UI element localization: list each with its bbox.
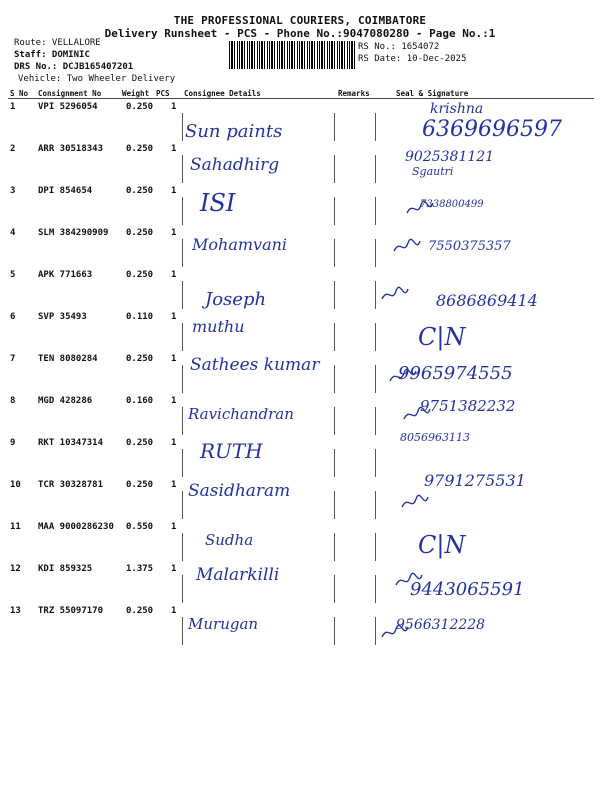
row-weight: 0.250: [126, 228, 154, 238]
table-row: [0, 471, 600, 519]
column-divider: [182, 239, 183, 267]
column-divider: [334, 449, 335, 477]
column-divider: [375, 197, 376, 225]
col-seal: Seal & Signature: [396, 89, 469, 98]
row-pcs: 1: [171, 564, 177, 574]
consignee-handwriting: muthu: [192, 317, 245, 336]
row-sno: 1: [10, 102, 16, 112]
row-sno: 4: [10, 228, 16, 238]
row-pcs: 1: [171, 186, 177, 196]
row-pcs: 1: [171, 438, 177, 448]
col-consignment: Consignment No: [38, 89, 102, 98]
row-consignment: TRZ 55097170: [38, 606, 104, 616]
signature-mark: [392, 237, 422, 257]
row-sno: 3: [10, 186, 16, 196]
row-sno: 10: [10, 480, 21, 490]
drs-number: DRS No.: DCJB165407201: [14, 62, 134, 72]
col-pcs: PCS: [156, 89, 170, 98]
row-sno: 6: [10, 312, 16, 322]
row-weight: 0.550: [126, 522, 154, 532]
row-weight: 0.160: [126, 396, 154, 406]
row-consignment: DPI 854654: [38, 186, 93, 196]
column-divider: [334, 575, 335, 603]
row-pcs: 1: [171, 396, 177, 406]
column-divider: [334, 323, 335, 351]
signature-scribble: [392, 237, 422, 261]
table-row: [0, 351, 600, 393]
phone-handwriting: 9791275531: [424, 471, 526, 490]
row-consignment: KDI 859325: [38, 564, 93, 574]
row-weight: 0.250: [126, 606, 154, 616]
consignee-handwriting: Sudha: [205, 531, 254, 549]
vehicle-label: Vehicle: Two Wheeler Delivery: [18, 74, 176, 84]
column-divider: [182, 155, 183, 183]
column-divider: [182, 365, 183, 393]
column-divider: [334, 617, 335, 645]
signature-mark: [400, 493, 430, 513]
consignee-handwriting: Sahadhirg: [190, 155, 280, 175]
row-weight: 0.250: [126, 438, 154, 448]
rs-number: RS No.: 1654072: [358, 42, 440, 52]
table-row: [0, 519, 600, 561]
phone-handwriting: 8686869414: [436, 291, 538, 310]
column-divider: [334, 491, 335, 519]
col-consignee: Consignee Details: [184, 89, 261, 98]
phone-handwriting: 7550375357: [428, 239, 511, 254]
column-divider: [375, 365, 376, 393]
row-consignment: SVP 35493: [38, 312, 87, 322]
row-weight: 0.250: [126, 480, 154, 490]
row-consignment: RKT 10347314: [38, 438, 104, 448]
row-consignment: SLM 384290909: [38, 228, 109, 238]
row-sno: 13: [10, 606, 21, 616]
table-row: [0, 99, 600, 141]
column-divider: [375, 155, 376, 183]
column-divider: [182, 407, 183, 435]
row-sno: 12: [10, 564, 21, 574]
row-weight: 0.250: [126, 144, 154, 154]
row-weight: 1.375: [126, 564, 154, 574]
staff-label: Staff: DOMINIC: [14, 50, 90, 60]
rs-date: RS Date: 10-Dec-2025: [358, 54, 467, 64]
row-pcs: 1: [171, 606, 177, 616]
column-divider: [334, 113, 335, 141]
consignee-handwriting: Murugan: [188, 615, 259, 633]
seal-handwriting: 8056963113: [400, 431, 470, 444]
table-row: [0, 141, 600, 183]
row-consignment: MAA 9000286230: [38, 522, 114, 532]
column-divider: [375, 239, 376, 267]
seal-handwriting: 9025381121: [405, 149, 495, 165]
row-consignment: MGD 428286: [38, 396, 93, 406]
seal-handwriting: C|N: [418, 323, 466, 351]
row-sno: 7: [10, 354, 16, 364]
row-pcs: 1: [171, 270, 177, 280]
phone-handwriting: 7338800499: [420, 199, 484, 210]
column-divider: [182, 449, 183, 477]
consignee-handwriting: Sasidharam: [188, 481, 291, 501]
signature-mark: [380, 285, 410, 305]
table-row: [0, 183, 600, 225]
barcode: [229, 41, 355, 69]
row-weight: 0.250: [126, 102, 154, 112]
seal-handwriting: C|N: [418, 531, 466, 559]
row-consignment: ARR 30518343: [38, 144, 104, 154]
column-divider: [182, 323, 183, 351]
phone-handwriting: 9443065591: [410, 579, 525, 600]
row-consignment: APK 771663: [38, 270, 93, 280]
row-pcs: 1: [171, 480, 177, 490]
row-pcs: 1: [171, 522, 177, 532]
column-divider: [334, 365, 335, 393]
column-divider: [375, 617, 376, 645]
row-weight: 0.250: [126, 186, 154, 196]
table-row: [0, 309, 600, 351]
column-divider: [334, 281, 335, 309]
row-pcs: 1: [171, 228, 177, 238]
col-weight: Weight: [122, 89, 150, 98]
phone-handwriting: 9566312228: [396, 617, 486, 633]
column-divider: [182, 113, 183, 141]
row-weight: 0.110: [126, 312, 154, 322]
table-row: [0, 225, 600, 267]
column-divider: [182, 533, 183, 561]
row-consignment: VPI 5296054: [38, 102, 98, 112]
row-sno: 9: [10, 438, 16, 448]
consignee-handwriting: Sathees kumar: [190, 355, 320, 375]
consignee-handwriting: Sun paints: [185, 121, 283, 142]
phone-handwriting: 9965974555: [398, 363, 513, 384]
column-divider: [182, 617, 183, 645]
column-divider: [334, 197, 335, 225]
consignee-handwriting: Mohamvani: [192, 235, 288, 254]
table-row: [0, 393, 600, 435]
column-divider: [182, 281, 183, 309]
column-divider: [375, 407, 376, 435]
phone-handwriting: Sgautri: [412, 165, 454, 178]
table-row: [0, 267, 600, 309]
consignee-handwriting: ISI: [200, 189, 236, 217]
consignee-handwriting: Malarkilli: [196, 565, 280, 585]
column-divider: [375, 281, 376, 309]
row-sno: 2: [10, 144, 16, 154]
column-divider: [182, 197, 183, 225]
phone-handwriting: 9751382232: [420, 397, 516, 415]
column-divider: [375, 491, 376, 519]
row-pcs: 1: [171, 102, 177, 112]
row-weight: 0.250: [126, 354, 154, 364]
row-sno: 8: [10, 396, 16, 406]
row-pcs: 1: [171, 144, 177, 154]
column-divider: [334, 533, 335, 561]
consignee-handwriting: Ravichandran: [188, 405, 294, 423]
col-sno: S No: [10, 89, 29, 98]
signature-scribble: [380, 285, 410, 309]
column-divider: [334, 239, 335, 267]
signature-scribble: [400, 493, 430, 517]
column-divider: [375, 323, 376, 351]
column-divider: [375, 533, 376, 561]
table-row: [0, 561, 600, 603]
column-divider: [182, 491, 183, 519]
consignee-handwriting: Joseph: [205, 289, 267, 310]
row-consignment: TCR 30328781: [38, 480, 104, 490]
row-pcs: 1: [171, 312, 177, 322]
column-divider: [182, 575, 183, 603]
column-divider: [375, 575, 376, 603]
route-label: Route: VELLALORE: [14, 38, 101, 48]
row-sno: 5: [10, 270, 16, 280]
row-consignment: TEN 8080284: [38, 354, 98, 364]
column-divider: [334, 407, 335, 435]
company-title: THE PROFESSIONAL COURIERS, COIMBATORE: [173, 14, 427, 27]
seal-handwriting: krishna: [430, 101, 484, 117]
table-row: [0, 603, 600, 645]
phone-handwriting: 6369696597: [422, 117, 562, 142]
runsheet-subtitle: Delivery Runsheet - PCS - Phone No.:9047080280 - Page No.:1: [104, 27, 496, 40]
row-weight: 0.250: [126, 270, 154, 280]
column-divider: [334, 155, 335, 183]
consignee-handwriting: RUTH: [200, 439, 263, 463]
col-remarks: Remarks: [338, 89, 370, 98]
column-divider: [375, 113, 376, 141]
row-sno: 11: [10, 522, 21, 532]
row-pcs: 1: [171, 354, 177, 364]
column-divider: [375, 449, 376, 477]
